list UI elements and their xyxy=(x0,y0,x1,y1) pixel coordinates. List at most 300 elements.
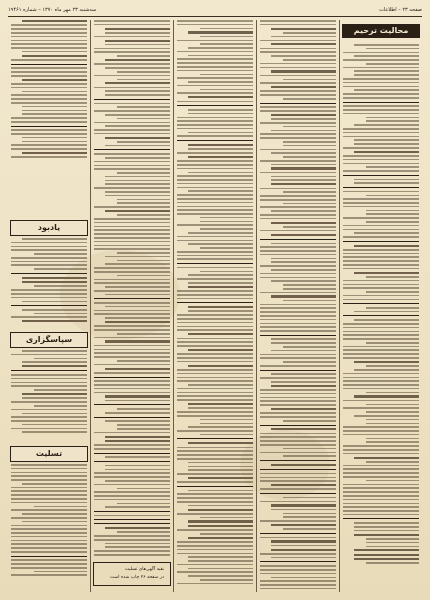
text-line xyxy=(260,565,336,567)
text-line xyxy=(283,98,336,100)
text-line xyxy=(354,139,419,141)
text-line xyxy=(94,237,170,239)
text-line xyxy=(271,504,336,506)
text-line xyxy=(271,43,336,45)
text-line xyxy=(260,239,336,240)
text-line xyxy=(177,77,253,79)
text-line xyxy=(354,522,419,524)
text-line xyxy=(11,75,87,77)
text-line xyxy=(22,431,87,433)
text-line xyxy=(94,384,170,386)
text-line xyxy=(260,357,336,359)
text-line xyxy=(260,206,336,208)
text-line xyxy=(94,149,170,150)
text-line xyxy=(105,436,170,438)
text-line xyxy=(283,420,336,422)
text-line xyxy=(260,82,336,84)
text-line xyxy=(177,438,253,439)
text-line xyxy=(11,249,87,251)
column-3-text xyxy=(177,20,253,592)
text-line xyxy=(94,372,170,374)
text-line xyxy=(200,43,253,45)
text-line xyxy=(283,126,336,128)
text-line xyxy=(94,392,170,394)
text-line xyxy=(94,110,170,112)
text-line xyxy=(11,574,87,576)
text-line xyxy=(117,488,170,490)
text-line xyxy=(177,101,253,103)
text-line xyxy=(177,399,253,401)
text-line xyxy=(260,425,336,426)
text-line xyxy=(366,166,419,168)
text-line xyxy=(11,242,87,244)
text-line xyxy=(366,120,419,122)
text-line xyxy=(354,311,419,313)
text-line xyxy=(260,218,336,220)
text-line xyxy=(200,247,253,249)
column-4-note-title: بقیه آگهی‌های تسلیت xyxy=(124,567,164,572)
text-line xyxy=(177,194,253,196)
text-line xyxy=(343,264,419,266)
text-line xyxy=(343,380,419,382)
text-line xyxy=(366,480,419,482)
text-line xyxy=(271,577,336,579)
text-line xyxy=(11,43,87,45)
text-line xyxy=(177,290,253,292)
text-line xyxy=(177,529,253,531)
text-line xyxy=(177,545,253,547)
text-line xyxy=(283,513,336,515)
text-line xyxy=(22,110,87,112)
text-line xyxy=(271,183,336,185)
text-line xyxy=(283,300,336,302)
text-line xyxy=(105,191,170,193)
text-line xyxy=(354,457,419,459)
text-line xyxy=(200,533,253,535)
text-line xyxy=(260,188,336,190)
text-line xyxy=(271,385,336,387)
text-line xyxy=(94,523,170,524)
text-line xyxy=(283,145,336,147)
text-line xyxy=(11,490,87,492)
text-line xyxy=(343,109,419,111)
text-line xyxy=(343,346,419,348)
text-line xyxy=(343,472,419,474)
text-line xyxy=(283,191,336,193)
text-line xyxy=(343,132,419,134)
text-line xyxy=(22,413,87,415)
text-line xyxy=(94,122,170,124)
text-line xyxy=(94,63,170,65)
text-line xyxy=(105,44,170,46)
text-line xyxy=(271,176,336,178)
text-line xyxy=(343,225,419,227)
text-line xyxy=(11,385,87,387)
text-line xyxy=(11,479,87,481)
text-line xyxy=(366,210,419,212)
text-line xyxy=(354,182,419,184)
text-line xyxy=(11,468,87,470)
text-line xyxy=(188,132,253,134)
text-line xyxy=(11,498,87,500)
text-line xyxy=(94,187,170,189)
text-line xyxy=(177,206,253,208)
text-line xyxy=(11,494,87,496)
text-line xyxy=(343,327,419,329)
text-line xyxy=(343,59,419,61)
text-line xyxy=(177,40,253,42)
text-line xyxy=(11,374,87,376)
text-line xyxy=(11,378,87,380)
text-line xyxy=(117,360,170,362)
text-line xyxy=(11,24,87,26)
text-line xyxy=(94,377,170,378)
text-line xyxy=(11,472,87,474)
text-line xyxy=(271,509,336,511)
text-line xyxy=(260,370,336,371)
text-line xyxy=(260,265,336,267)
text-line xyxy=(260,311,336,313)
text-line xyxy=(188,568,253,570)
text-line xyxy=(271,545,336,547)
text-line xyxy=(94,51,170,53)
text-line xyxy=(354,232,419,234)
text-line xyxy=(177,209,253,211)
text-line xyxy=(22,397,87,399)
text-line xyxy=(11,401,87,403)
text-line xyxy=(22,350,87,352)
text-line xyxy=(260,416,336,418)
banner-tasliyat: تسلیت xyxy=(10,446,88,462)
text-line xyxy=(283,226,336,228)
text-line xyxy=(343,506,419,508)
text-line xyxy=(343,377,419,379)
text-line xyxy=(177,128,253,130)
text-line xyxy=(343,52,419,54)
text-line xyxy=(343,295,419,297)
text-line xyxy=(260,533,336,534)
text-line xyxy=(260,326,336,328)
text-line xyxy=(271,55,336,57)
column-1 xyxy=(339,20,422,592)
text-line xyxy=(188,190,253,192)
text-line xyxy=(11,543,87,545)
text-line xyxy=(94,168,170,170)
text-line xyxy=(177,395,253,397)
text-line xyxy=(343,400,419,402)
text-line xyxy=(343,97,419,99)
text-line xyxy=(271,179,336,181)
text-line xyxy=(177,341,253,343)
text-line xyxy=(354,526,419,528)
text-line xyxy=(366,423,419,425)
text-line xyxy=(188,148,253,150)
text-line xyxy=(283,528,336,530)
text-line xyxy=(117,428,170,430)
text-line xyxy=(366,342,419,344)
text-line xyxy=(105,32,170,34)
text-line xyxy=(343,159,419,161)
text-line xyxy=(260,580,336,582)
text-line xyxy=(177,105,253,106)
text-line xyxy=(177,70,253,72)
text-line xyxy=(105,340,170,342)
text-line xyxy=(94,476,170,478)
text-line xyxy=(260,24,336,26)
text-line xyxy=(94,499,170,501)
text-line xyxy=(22,152,87,154)
text-line xyxy=(177,135,253,137)
text-line xyxy=(94,133,170,135)
text-line xyxy=(260,103,336,104)
text-line xyxy=(177,377,253,379)
text-line xyxy=(94,472,170,474)
text-line xyxy=(188,81,253,83)
text-line xyxy=(11,540,87,542)
text-line xyxy=(343,170,419,172)
text-line xyxy=(343,102,419,103)
text-line xyxy=(271,280,336,282)
text-line xyxy=(260,75,336,77)
text-line xyxy=(94,229,170,231)
text-line xyxy=(177,541,253,543)
text-line xyxy=(177,583,253,585)
text-line xyxy=(343,338,419,340)
text-line xyxy=(11,509,87,511)
text-line xyxy=(11,71,87,73)
text-line xyxy=(34,405,87,407)
text-line xyxy=(94,129,170,131)
text-line xyxy=(343,331,419,333)
text-line xyxy=(177,224,253,226)
text-line xyxy=(117,55,170,57)
text-line xyxy=(11,36,87,38)
text-line xyxy=(366,291,419,293)
text-line xyxy=(366,307,419,309)
text-line xyxy=(260,195,336,197)
text-line xyxy=(177,353,253,355)
text-line xyxy=(94,515,170,517)
text-line xyxy=(354,143,419,145)
text-line xyxy=(177,380,253,382)
text-line xyxy=(22,365,87,367)
text-line xyxy=(11,102,87,104)
text-line xyxy=(343,236,419,238)
text-line xyxy=(343,373,419,375)
text-line xyxy=(343,206,419,208)
text-line xyxy=(34,389,87,391)
text-line xyxy=(177,267,253,269)
text-line xyxy=(343,434,419,436)
text-line xyxy=(117,408,170,410)
text-line xyxy=(94,345,170,347)
text-line xyxy=(105,145,170,147)
text-line xyxy=(11,532,87,534)
text-line xyxy=(271,28,336,30)
text-line xyxy=(188,31,253,33)
text-line xyxy=(94,24,170,26)
text-line xyxy=(200,221,253,223)
text-line xyxy=(11,551,87,553)
text-line xyxy=(177,20,253,22)
text-line xyxy=(260,246,336,248)
text-line xyxy=(354,554,419,556)
text-line xyxy=(260,397,336,399)
text-line xyxy=(105,114,170,116)
text-line xyxy=(366,63,419,65)
text-line xyxy=(343,113,419,115)
text-line xyxy=(366,392,419,394)
text-line xyxy=(11,567,87,569)
text-line xyxy=(177,66,253,68)
text-line xyxy=(366,213,419,215)
text-line xyxy=(11,148,87,150)
text-line xyxy=(188,172,253,174)
text-line xyxy=(177,164,253,166)
text-line xyxy=(177,183,253,185)
column-4-note-sub: در صفحه ۲۶ چاپ شده است xyxy=(110,575,164,580)
text-line xyxy=(271,164,336,166)
text-line xyxy=(11,370,87,371)
text-line xyxy=(188,509,253,511)
text-line xyxy=(11,517,87,519)
text-line xyxy=(94,218,170,220)
text-line xyxy=(260,160,336,162)
text-line xyxy=(271,234,336,236)
text-line xyxy=(105,67,170,69)
text-line xyxy=(343,241,419,242)
text-line xyxy=(271,36,336,38)
text-line xyxy=(366,438,419,440)
text-line xyxy=(11,487,87,489)
text-line xyxy=(11,133,87,135)
text-line xyxy=(188,55,253,57)
text-line xyxy=(11,246,87,248)
text-line xyxy=(188,306,253,308)
text-line xyxy=(177,263,253,264)
text-line xyxy=(22,141,87,143)
text-line xyxy=(343,476,419,478)
text-line xyxy=(94,153,170,155)
text-line xyxy=(283,516,336,518)
text-line xyxy=(343,93,419,95)
text-line xyxy=(343,357,419,359)
text-line xyxy=(343,105,419,107)
text-line xyxy=(188,575,253,577)
text-line xyxy=(105,400,170,402)
text-line xyxy=(177,85,253,87)
text-line xyxy=(94,20,170,22)
text-line xyxy=(22,483,87,485)
text-line xyxy=(260,584,336,586)
text-line xyxy=(22,55,87,57)
text-line xyxy=(177,450,253,452)
text-line xyxy=(271,269,336,271)
text-line xyxy=(22,113,87,115)
text-line xyxy=(94,417,170,418)
text-line xyxy=(200,434,253,436)
text-line xyxy=(105,210,170,212)
text-line xyxy=(260,404,336,406)
text-line xyxy=(354,549,419,551)
text-line xyxy=(354,124,419,126)
text-line xyxy=(260,335,336,336)
text-line xyxy=(343,299,419,301)
text-line xyxy=(177,258,253,260)
text-line xyxy=(260,110,336,112)
text-line xyxy=(200,517,253,519)
text-line xyxy=(177,236,253,238)
text-line xyxy=(105,412,170,414)
text-line xyxy=(188,156,253,158)
text-line xyxy=(177,447,253,449)
text-line xyxy=(343,67,419,69)
text-line xyxy=(366,48,419,50)
text-line xyxy=(366,195,419,197)
text-line xyxy=(283,203,336,205)
text-line xyxy=(271,261,336,263)
text-line xyxy=(354,89,419,91)
text-line xyxy=(177,430,253,432)
text-line xyxy=(260,273,336,275)
text-line xyxy=(177,318,253,320)
text-line xyxy=(271,381,336,383)
text-line xyxy=(343,128,419,130)
text-line xyxy=(22,137,87,139)
text-line xyxy=(188,274,253,276)
text-line xyxy=(260,501,336,503)
text-line xyxy=(343,426,419,428)
text-line xyxy=(11,64,87,65)
text-line xyxy=(271,540,336,542)
text-line xyxy=(343,163,419,165)
text-line xyxy=(366,411,419,413)
text-line xyxy=(105,465,170,467)
text-line xyxy=(366,365,419,367)
text-line xyxy=(283,361,336,363)
text-line xyxy=(200,423,253,425)
banner-sepasgozari: سپاسگزاری xyxy=(10,332,88,348)
text-line xyxy=(200,74,253,76)
text-line xyxy=(94,349,170,351)
text-line xyxy=(11,83,87,85)
text-line xyxy=(260,573,336,575)
text-line xyxy=(260,48,336,50)
text-line xyxy=(177,213,253,215)
text-line xyxy=(260,94,336,96)
text-line xyxy=(177,255,253,257)
text-line xyxy=(177,415,253,417)
text-line xyxy=(343,468,419,470)
text-line xyxy=(117,503,170,505)
text-line xyxy=(177,388,253,390)
text-line xyxy=(343,453,419,455)
text-line xyxy=(343,353,419,355)
text-line xyxy=(188,525,253,527)
text-line xyxy=(260,199,336,201)
text-line xyxy=(271,152,336,154)
text-line xyxy=(260,51,336,53)
text-line xyxy=(94,87,170,89)
text-line xyxy=(271,70,336,72)
text-line xyxy=(22,393,87,395)
text-line xyxy=(200,28,253,30)
text-line xyxy=(94,233,170,235)
text-line xyxy=(177,302,253,303)
text-line xyxy=(105,546,170,548)
text-line xyxy=(343,198,419,200)
text-line xyxy=(11,261,87,263)
